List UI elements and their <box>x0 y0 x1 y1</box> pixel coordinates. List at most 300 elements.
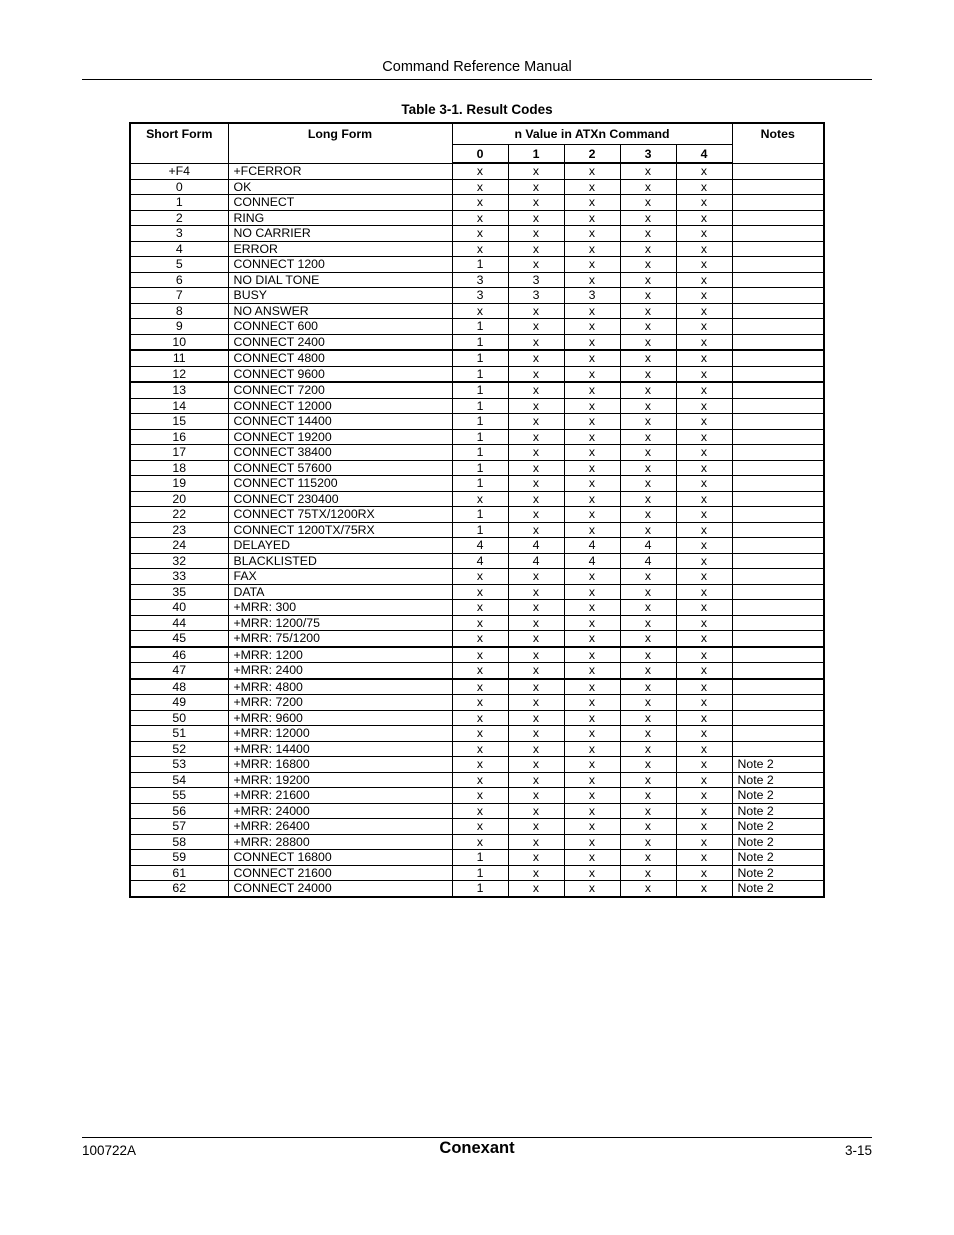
n-value-cell: x <box>452 757 508 773</box>
table-row <box>130 569 824 585</box>
n-value-cell: x <box>676 615 732 631</box>
n-value-cell: x <box>564 257 620 273</box>
long-form-cell: +MRR: 21600 <box>228 788 452 804</box>
n-value-cell: x <box>620 679 676 695</box>
footer-divider <box>82 1137 872 1138</box>
n-value-cell: x <box>620 429 676 445</box>
n-value-cell: x <box>676 522 732 538</box>
n-value-cell: x <box>564 600 620 616</box>
table-row <box>130 319 824 335</box>
notes-cell <box>732 414 824 430</box>
long-form-cell: CONNECT 16800 <box>228 850 452 866</box>
short-form-cell: 17 <box>130 445 228 461</box>
n-value-cell: x <box>452 803 508 819</box>
n-value-cell: x <box>676 445 732 461</box>
long-form-cell: CONNECT 600 <box>228 319 452 335</box>
notes-cell <box>732 257 824 273</box>
n-value-cell: x <box>508 366 564 382</box>
result-codes-table <box>129 122 825 898</box>
n-value-cell: x <box>508 741 564 757</box>
short-form-cell: 45 <box>130 631 228 647</box>
notes-cell <box>732 538 824 554</box>
n-value-cell: x <box>508 663 564 679</box>
long-form-cell: OK <box>228 179 452 195</box>
notes-cell <box>732 226 824 242</box>
n-value-cell: x <box>676 865 732 881</box>
long-form-cell: +FCERROR <box>228 163 452 179</box>
n-value-cell: x <box>564 398 620 414</box>
table-row <box>130 476 824 492</box>
n-value-cell: x <box>676 195 732 211</box>
short-form-cell: 9 <box>130 319 228 335</box>
short-form-cell: 18 <box>130 460 228 476</box>
table-row <box>130 163 824 179</box>
short-form-cell: 32 <box>130 553 228 569</box>
notes-cell <box>732 195 824 211</box>
n-value-cell: x <box>508 772 564 788</box>
table-row <box>130 850 824 866</box>
n-value-cell: x <box>676 491 732 507</box>
table-row <box>130 663 824 679</box>
table-row <box>130 726 824 742</box>
n-value-cell: x <box>452 226 508 242</box>
n-value-cell: x <box>620 631 676 647</box>
n-value-cell: x <box>508 850 564 866</box>
n-value-cell: x <box>620 615 676 631</box>
long-form-cell: CONNECT 230400 <box>228 491 452 507</box>
table-row <box>130 272 824 288</box>
long-form-cell: NO DIAL TONE <box>228 272 452 288</box>
n-value-cell: x <box>564 366 620 382</box>
n-value-cell: x <box>508 303 564 319</box>
notes-cell <box>732 460 824 476</box>
notes-cell <box>732 507 824 523</box>
short-form-cell: 13 <box>130 382 228 398</box>
n-value-cell: x <box>564 414 620 430</box>
n-value-cell: x <box>564 241 620 257</box>
table-row <box>130 772 824 788</box>
short-form-cell: 47 <box>130 663 228 679</box>
long-form-cell: CONNECT 14400 <box>228 414 452 430</box>
n-value-cell: x <box>620 350 676 366</box>
header-n-value: n Value in ATXn Command <box>452 123 732 145</box>
table-row <box>130 788 824 804</box>
n-value-cell: x <box>508 382 564 398</box>
n-value-cell: 1 <box>452 460 508 476</box>
n-value-cell: x <box>676 553 732 569</box>
n-value-cell: x <box>676 272 732 288</box>
short-form-cell: 14 <box>130 398 228 414</box>
notes-cell <box>732 366 824 382</box>
long-form-cell: RING <box>228 210 452 226</box>
n-value-cell: x <box>620 647 676 663</box>
n-value-cell: x <box>676 695 732 711</box>
n-value-cell: x <box>620 710 676 726</box>
n-value-cell: x <box>676 507 732 523</box>
n-value-cell: x <box>676 179 732 195</box>
n-value-cell: x <box>452 741 508 757</box>
n-value-cell: x <box>676 226 732 242</box>
short-form-cell: 11 <box>130 350 228 366</box>
n-value-cell: x <box>452 834 508 850</box>
long-form-cell: +MRR: 1200 <box>228 647 452 663</box>
n-value-cell: 1 <box>452 366 508 382</box>
header-n-4: 4 <box>676 145 732 164</box>
n-value-cell: x <box>676 741 732 757</box>
n-value-cell: x <box>620 507 676 523</box>
header-n-2: 2 <box>564 145 620 164</box>
n-value-cell: x <box>620 584 676 600</box>
table-row <box>130 382 824 398</box>
n-value-cell: 1 <box>452 350 508 366</box>
long-form-cell: CONNECT 4800 <box>228 350 452 366</box>
table-row <box>130 507 824 523</box>
n-value-cell: x <box>620 522 676 538</box>
short-form-cell: 24 <box>130 538 228 554</box>
n-value-cell: x <box>508 241 564 257</box>
n-value-cell: x <box>564 522 620 538</box>
n-value-cell: x <box>676 726 732 742</box>
header-n-0: 0 <box>452 145 508 164</box>
n-value-cell: x <box>564 788 620 804</box>
notes-cell <box>732 600 824 616</box>
n-value-cell: 1 <box>452 382 508 398</box>
n-value-cell: x <box>564 319 620 335</box>
n-value-cell: x <box>452 647 508 663</box>
n-value-cell: x <box>620 398 676 414</box>
n-value-cell: x <box>508 695 564 711</box>
short-form-cell: 10 <box>130 334 228 350</box>
table-row <box>130 522 824 538</box>
n-value-cell: x <box>508 257 564 273</box>
table-caption: Table 3-1. Result Codes <box>401 102 553 117</box>
n-value-cell: x <box>452 491 508 507</box>
long-form-cell: +MRR: 12000 <box>228 726 452 742</box>
n-value-cell: x <box>564 334 620 350</box>
n-value-cell: x <box>508 726 564 742</box>
n-value-cell: x <box>508 414 564 430</box>
n-value-cell: x <box>620 850 676 866</box>
n-value-cell: x <box>508 679 564 695</box>
notes-cell <box>732 163 824 179</box>
long-form-cell: +MRR: 1200/75 <box>228 615 452 631</box>
notes-cell: Note 2 <box>732 803 824 819</box>
table-row <box>130 303 824 319</box>
n-value-cell: x <box>452 631 508 647</box>
short-form-cell: 19 <box>130 476 228 492</box>
short-form-cell: 44 <box>130 615 228 631</box>
n-value-cell: x <box>676 382 732 398</box>
long-form-cell: CONNECT 7200 <box>228 382 452 398</box>
long-form-cell: +MRR: 14400 <box>228 741 452 757</box>
notes-cell: Note 2 <box>732 834 824 850</box>
table-row <box>130 429 824 445</box>
header-n-1: 1 <box>508 145 564 164</box>
notes-cell <box>732 553 824 569</box>
short-form-cell: 35 <box>130 584 228 600</box>
n-value-cell: x <box>508 195 564 211</box>
n-value-cell: 3 <box>452 272 508 288</box>
table-row <box>130 226 824 242</box>
n-value-cell: x <box>508 600 564 616</box>
short-form-cell: 59 <box>130 850 228 866</box>
n-value-cell: x <box>564 710 620 726</box>
short-form-cell: 8 <box>130 303 228 319</box>
short-form-cell: 40 <box>130 600 228 616</box>
n-value-cell: 1 <box>452 881 508 897</box>
n-value-cell: x <box>564 865 620 881</box>
long-form-cell: FAX <box>228 569 452 585</box>
n-value-cell: x <box>564 695 620 711</box>
table-row <box>130 445 824 461</box>
notes-cell <box>732 272 824 288</box>
n-value-cell: x <box>620 366 676 382</box>
n-value-cell: x <box>676 334 732 350</box>
n-value-cell: x <box>676 257 732 273</box>
n-value-cell: x <box>564 741 620 757</box>
n-value-cell: x <box>508 445 564 461</box>
notes-cell: Note 2 <box>732 865 824 881</box>
n-value-cell: 1 <box>452 445 508 461</box>
n-value-cell: x <box>508 491 564 507</box>
header-long-form: Long Form <box>228 123 452 163</box>
long-form-cell: +MRR: 75/1200 <box>228 631 452 647</box>
notes-cell: Note 2 <box>732 772 824 788</box>
n-value-cell: x <box>508 429 564 445</box>
n-value-cell: 4 <box>452 553 508 569</box>
short-form-cell: 55 <box>130 788 228 804</box>
n-value-cell: x <box>676 850 732 866</box>
n-value-cell: x <box>620 303 676 319</box>
table-row <box>130 366 824 382</box>
table-row <box>130 631 824 647</box>
n-value-cell: x <box>452 695 508 711</box>
company-name: Conexant <box>439 1139 515 1157</box>
n-value-cell: x <box>452 663 508 679</box>
table-row <box>130 881 824 897</box>
n-value-cell: 1 <box>452 319 508 335</box>
table-row <box>130 491 824 507</box>
n-value-cell: x <box>620 803 676 819</box>
n-value-cell: 4 <box>508 538 564 554</box>
short-form-cell: 56 <box>130 803 228 819</box>
n-value-cell: x <box>676 414 732 430</box>
n-value-cell: x <box>620 414 676 430</box>
n-value-cell: x <box>452 195 508 211</box>
n-value-cell: x <box>676 710 732 726</box>
n-value-cell: x <box>676 366 732 382</box>
short-form-cell: 5 <box>130 257 228 273</box>
table-row <box>130 615 824 631</box>
n-value-cell: x <box>564 303 620 319</box>
n-value-cell: x <box>676 303 732 319</box>
n-value-cell: x <box>620 741 676 757</box>
n-value-cell: x <box>676 163 732 179</box>
n-value-cell: 3 <box>508 272 564 288</box>
n-value-cell: x <box>508 522 564 538</box>
n-value-cell: x <box>620 163 676 179</box>
n-value-cell: x <box>564 491 620 507</box>
n-value-cell: 1 <box>452 507 508 523</box>
n-value-cell: 1 <box>452 257 508 273</box>
table-row <box>130 819 824 835</box>
n-value-cell: 1 <box>452 334 508 350</box>
n-value-cell: x <box>508 631 564 647</box>
table-row <box>130 679 824 695</box>
n-value-cell: x <box>620 179 676 195</box>
notes-cell <box>732 491 824 507</box>
table-row <box>130 179 824 195</box>
long-form-cell: CONNECT 21600 <box>228 865 452 881</box>
n-value-cell: x <box>620 491 676 507</box>
table-row <box>130 803 824 819</box>
table-row <box>130 834 824 850</box>
long-form-cell: +MRR: 2400 <box>228 663 452 679</box>
n-value-cell: x <box>676 631 732 647</box>
notes-cell <box>732 695 824 711</box>
short-form-cell: 2 <box>130 210 228 226</box>
long-form-cell: +MRR: 16800 <box>228 757 452 773</box>
n-value-cell: x <box>620 881 676 897</box>
n-value-cell: x <box>564 850 620 866</box>
n-value-cell: x <box>564 584 620 600</box>
n-value-cell: x <box>620 788 676 804</box>
n-value-cell: x <box>676 772 732 788</box>
n-value-cell: x <box>564 679 620 695</box>
n-value-cell: x <box>564 819 620 835</box>
n-value-cell: 4 <box>620 538 676 554</box>
table-row <box>130 647 824 663</box>
long-form-cell: CONNECT <box>228 195 452 211</box>
n-value-cell: 4 <box>620 553 676 569</box>
short-form-cell: 54 <box>130 772 228 788</box>
n-value-cell: x <box>564 429 620 445</box>
n-value-cell: x <box>676 569 732 585</box>
n-value-cell: 4 <box>508 553 564 569</box>
n-value-cell: x <box>676 584 732 600</box>
n-value-cell: 4 <box>564 553 620 569</box>
n-value-cell: x <box>564 210 620 226</box>
short-form-cell: 20 <box>130 491 228 507</box>
n-value-cell: 3 <box>452 288 508 304</box>
short-form-cell: 23 <box>130 522 228 538</box>
n-value-cell: x <box>620 476 676 492</box>
notes-cell: Note 2 <box>732 881 824 897</box>
short-form-cell: 49 <box>130 695 228 711</box>
n-value-cell: x <box>620 865 676 881</box>
short-form-cell: 53 <box>130 757 228 773</box>
long-form-cell: +MRR: 9600 <box>228 710 452 726</box>
n-value-cell: x <box>564 226 620 242</box>
n-value-cell: 3 <box>508 288 564 304</box>
short-form-cell: 33 <box>130 569 228 585</box>
long-form-cell: +MRR: 4800 <box>228 679 452 695</box>
notes-cell <box>732 522 824 538</box>
n-value-cell: x <box>564 476 620 492</box>
table-row <box>130 538 824 554</box>
notes-cell <box>732 569 824 585</box>
notes-cell: Note 2 <box>732 850 824 866</box>
header-n-3: 3 <box>620 145 676 164</box>
notes-cell <box>732 319 824 335</box>
n-value-cell: x <box>508 819 564 835</box>
n-value-cell: x <box>676 679 732 695</box>
n-value-cell: x <box>676 460 732 476</box>
n-value-cell: x <box>508 881 564 897</box>
long-form-cell: BUSY <box>228 288 452 304</box>
n-value-cell: x <box>452 615 508 631</box>
n-value-cell: x <box>620 663 676 679</box>
n-value-cell: x <box>676 663 732 679</box>
n-value-cell: x <box>452 303 508 319</box>
n-value-cell: x <box>620 757 676 773</box>
short-form-cell: 62 <box>130 881 228 897</box>
table-row <box>130 710 824 726</box>
notes-cell <box>732 350 824 366</box>
n-value-cell: 4 <box>564 538 620 554</box>
long-form-cell: CONNECT 12000 <box>228 398 452 414</box>
table-row <box>130 553 824 569</box>
n-value-cell: x <box>620 257 676 273</box>
n-value-cell: x <box>564 163 620 179</box>
notes-cell: Note 2 <box>732 757 824 773</box>
n-value-cell: x <box>508 460 564 476</box>
n-value-cell: x <box>564 726 620 742</box>
n-value-cell: x <box>564 757 620 773</box>
notes-cell: Note 2 <box>732 788 824 804</box>
long-form-cell: ERROR <box>228 241 452 257</box>
n-value-cell: x <box>620 772 676 788</box>
n-value-cell: x <box>676 757 732 773</box>
short-form-cell: 15 <box>130 414 228 430</box>
long-form-cell: CONNECT 38400 <box>228 445 452 461</box>
n-value-cell: x <box>508 569 564 585</box>
n-value-cell: x <box>564 179 620 195</box>
n-value-cell: x <box>620 210 676 226</box>
n-value-cell: x <box>452 772 508 788</box>
notes-cell <box>732 679 824 695</box>
table-row <box>130 257 824 273</box>
n-value-cell: x <box>452 726 508 742</box>
n-value-cell: x <box>620 834 676 850</box>
n-value-cell: x <box>452 584 508 600</box>
table-row <box>130 741 824 757</box>
n-value-cell: x <box>620 726 676 742</box>
n-value-cell: x <box>508 226 564 242</box>
n-value-cell: x <box>508 163 564 179</box>
n-value-cell: x <box>508 710 564 726</box>
long-form-cell: +MRR: 28800 <box>228 834 452 850</box>
n-value-cell: x <box>508 350 564 366</box>
short-form-cell: 6 <box>130 272 228 288</box>
table-row <box>130 288 824 304</box>
n-value-cell: 1 <box>452 429 508 445</box>
long-form-cell: CONNECT 1200 <box>228 257 452 273</box>
n-value-cell: x <box>676 881 732 897</box>
long-form-cell: BLACKLISTED <box>228 553 452 569</box>
n-value-cell: x <box>508 584 564 600</box>
n-value-cell: x <box>620 600 676 616</box>
short-form-cell: 3 <box>130 226 228 242</box>
short-form-cell: 58 <box>130 834 228 850</box>
n-value-cell: x <box>676 538 732 554</box>
n-value-cell: x <box>564 663 620 679</box>
n-value-cell: x <box>452 179 508 195</box>
n-value-cell: 3 <box>564 288 620 304</box>
header-short-form: Short Form <box>130 123 228 163</box>
table-row <box>130 210 824 226</box>
long-form-cell: CONNECT 1200TX/75RX <box>228 522 452 538</box>
